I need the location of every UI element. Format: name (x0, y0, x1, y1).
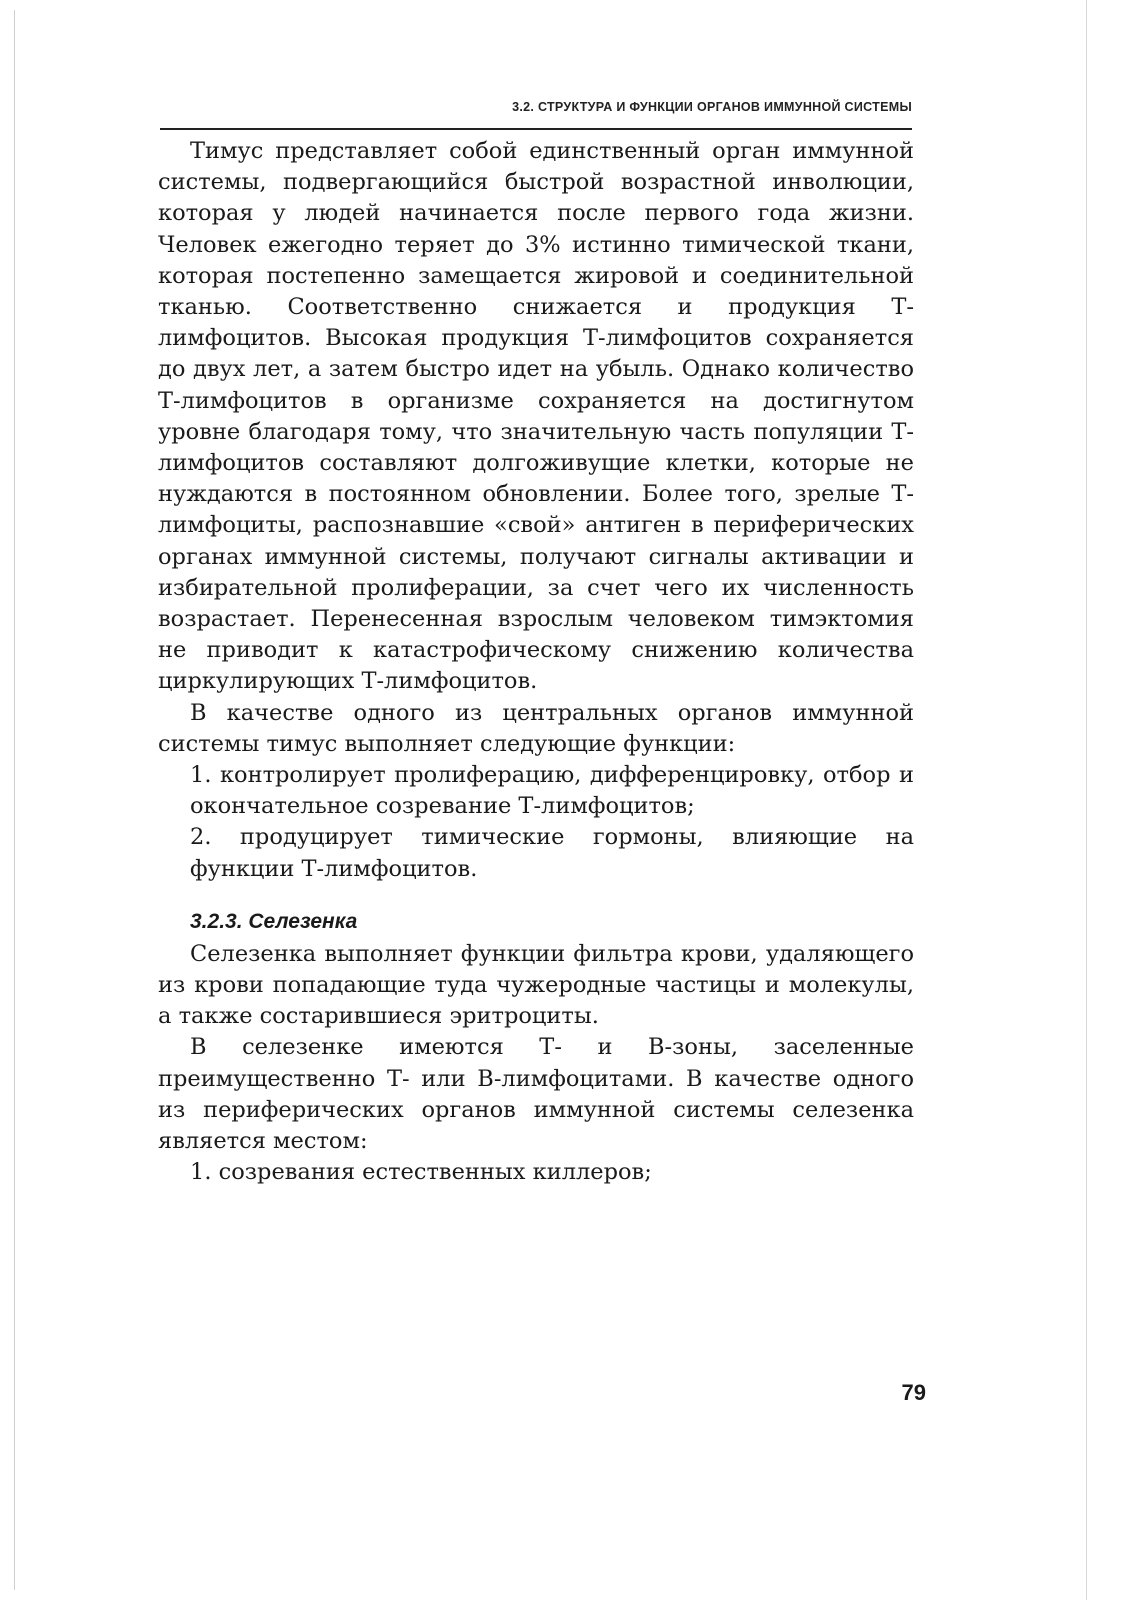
paragraph-thymus-involution: Тимус представляет собой единственный орган иммунной системы, подвергающийся быстрой возрастной инволюции, которая у людей начинается после первого года жизни. Человек ежегодно теряет до 3% истинно тимической ткани, которая постепенно замещается жировой и соединительной тканью. Соответственно снижается и продукция Т-лимфоцитов. Высокая продукция Т-лимфоцитов сохраняется до двух лет, а затем быстро идет на убыль. Однако количество Т-лимфоцитов в организме сохраняется на достигнутом уровне благодаря тому, что значительную часть популяции Т-лимфоцитов составляют долгоживущие клетки, которые не нуждаются в постоянном обновлении. Более того, зрелые Т-лимфоциты, распознавшие «свой» антиген в периферических органах иммунной системы, получают сигналы активации и избирательной пролиферации, за счет чего их численность возрастает. Перенесенная взрослым человеком тимэктомия не приводит к катастрофическому снижению количества циркулирующих Т-лимфоцитов. (158, 138, 914, 695)
running-head: 3.2. СТРУКТУРА И ФУНКЦИИ ОРГАНОВ ИММУННОЙ СИСТЕМЫ (512, 100, 912, 114)
paragraph-spleen-filter: Селезенка выполняет функции фильтра крови, удаляющего из крови попадающие туда чужеродные частицы и молекулы, а также состарившиеся эритроциты. (158, 940, 914, 1030)
paragraph-spleen-zones: В селезенке имеются Т- и В-зоны, заселенные преимущественно Т- или В-лимфоцитами. В качестве одного из периферических органов иммунной системы селезенка является местом: (158, 1034, 914, 1155)
list-item-thymus-function-2: 2. продуцирует тимические гормоны, влияющие на функции Т-лимфоцитов. (190, 824, 914, 882)
page-edge-left (14, 10, 15, 1590)
page-edge-right (1086, 0, 1087, 1600)
section-heading-spleen: 3.2.3. Селезенка (190, 909, 358, 933)
list-item-thymus-function-1: 1. контролирует пролиферацию, дифференцировку, отбор и окончательное созревание Т-лимфоцитов; (190, 762, 914, 820)
header-rule (160, 128, 912, 130)
paragraph-thymus-functions-intro: В качестве одного из центральных органов иммунной системы тимус выполняет следующие функции: (158, 699, 914, 757)
page-number: 79 (901, 1380, 926, 1405)
body-text (158, 136, 914, 1189)
list-item-spleen-1: 1. созревания естественных киллеров; (190, 1159, 652, 1186)
